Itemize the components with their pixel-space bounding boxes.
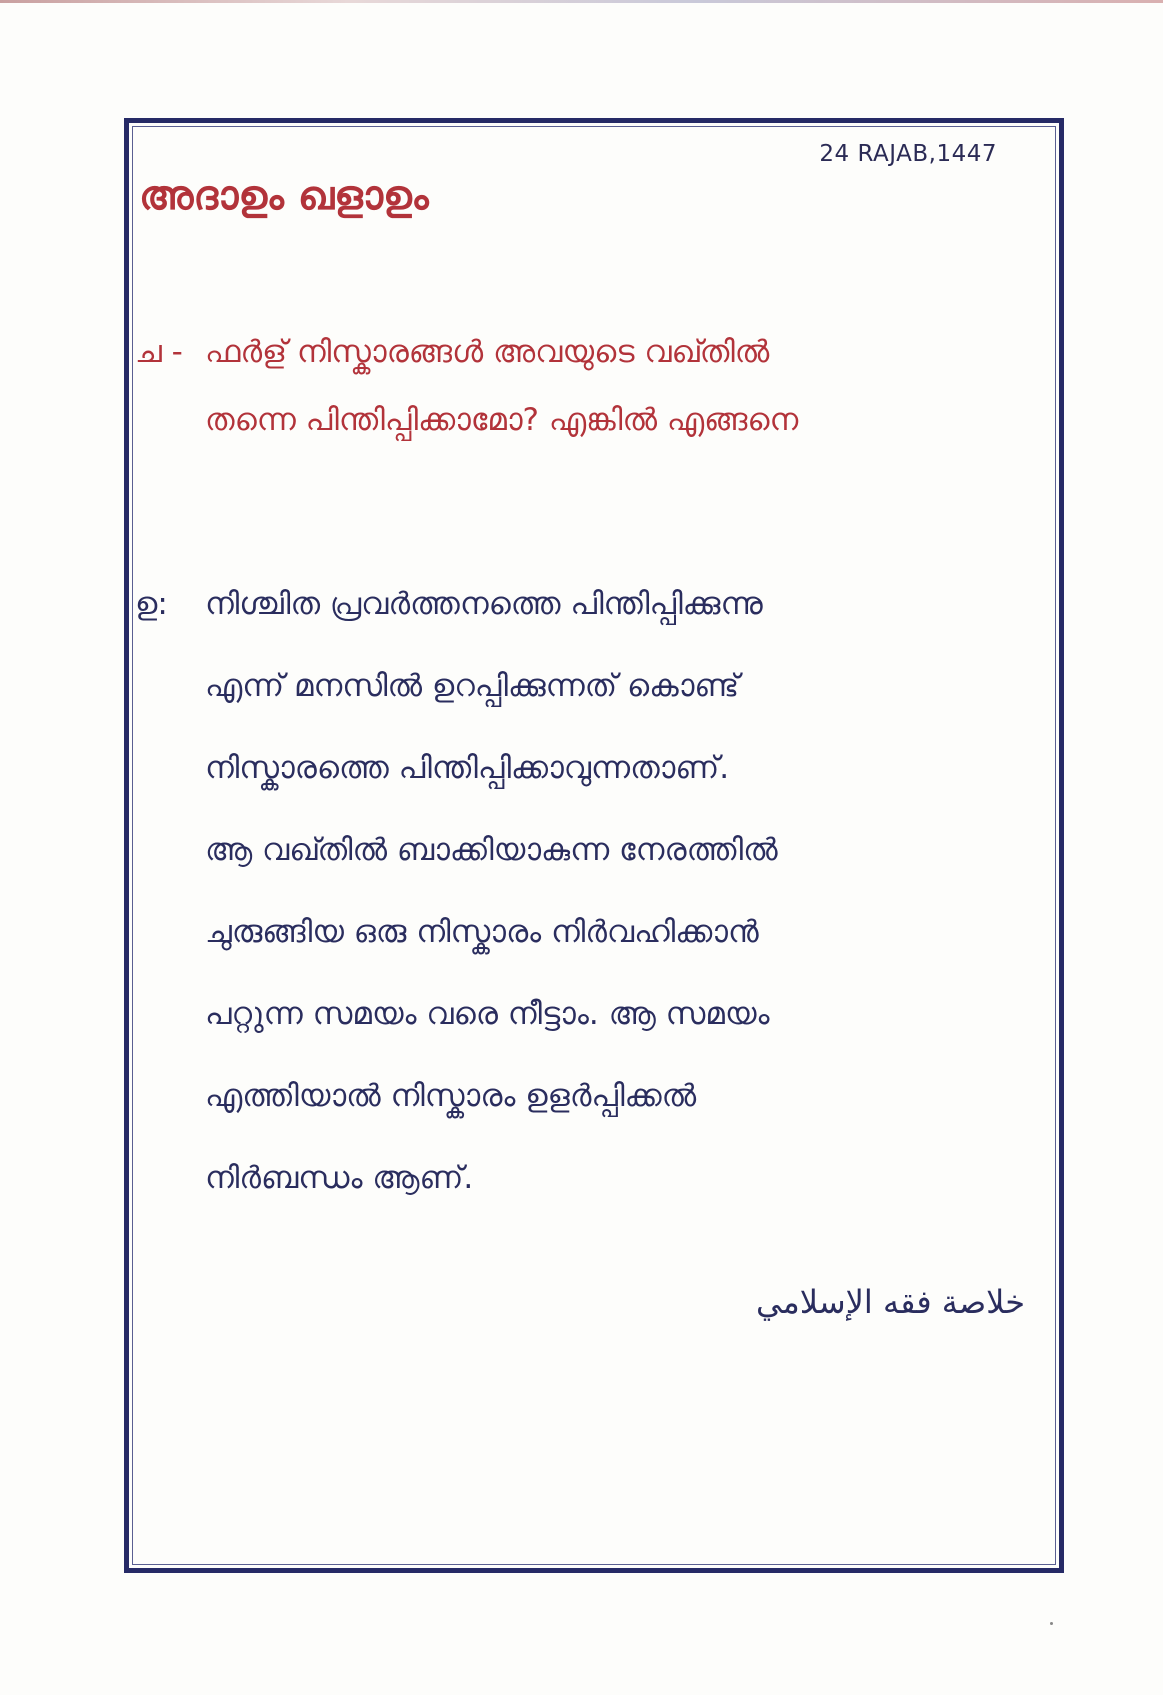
page-edge [0,0,1163,3]
question-line-1: ഫർള് നിസ്കാരങ്ങൾ അവയുടെ വഖ്തിൽ [205,334,770,370]
answer-line-3: നിസ്കാരത്തെ പിന്തിപ്പിക്കാവുന്നതാണ്. [205,750,730,786]
date-label: 24 RAJAB,1447 [819,141,997,167]
answer-row [135,563,1055,645]
source-reference: خلاصة فقه الإسلامي [755,1283,1025,1321]
answer-line-2: എന്ന് മനസിൽ ഉറപ്പിക്കുന്നത് കൊണ്ട് [205,668,740,704]
answer-marker: ഉ: [135,586,168,622]
answer-line-4: ആ വഖ്തിൽ ബാക്കിയാകുന്ന നേരത്തിൽ [205,832,778,868]
answer-block [135,563,1055,1219]
answer-line-7: എത്തിയാൽ നിസ്കാരം ഉളർപ്പിക്കൽ [205,1078,697,1114]
question-block [135,318,1055,454]
answer-line-5: ചുരുങ്ങിയ ഒരു നിസ്കാരം നിർവഹിക്കാൻ [205,914,759,950]
question-line-2: തന്നെ പിന്തിപ്പിക്കാമോ? എങ്കിൽ എങ്ങനെ [205,402,799,438]
question-marker: ച - [135,334,183,370]
page-heading: അദാഉം ഖളാഉം [139,173,429,219]
paper-speck [1050,1622,1053,1625]
answer-line-1: നിശ്ചിത പ്രവർത്തനത്തെ പിന്തിപ്പിക്കുന്നു [205,586,763,622]
answer-line-6: പറ്റുന്ന സമയം വരെ നീട്ടാം. ആ സമയം [205,996,770,1032]
page-border-frame [124,118,1064,1573]
answer-line-8: നിർബന്ധം ആണ്. [205,1160,474,1196]
